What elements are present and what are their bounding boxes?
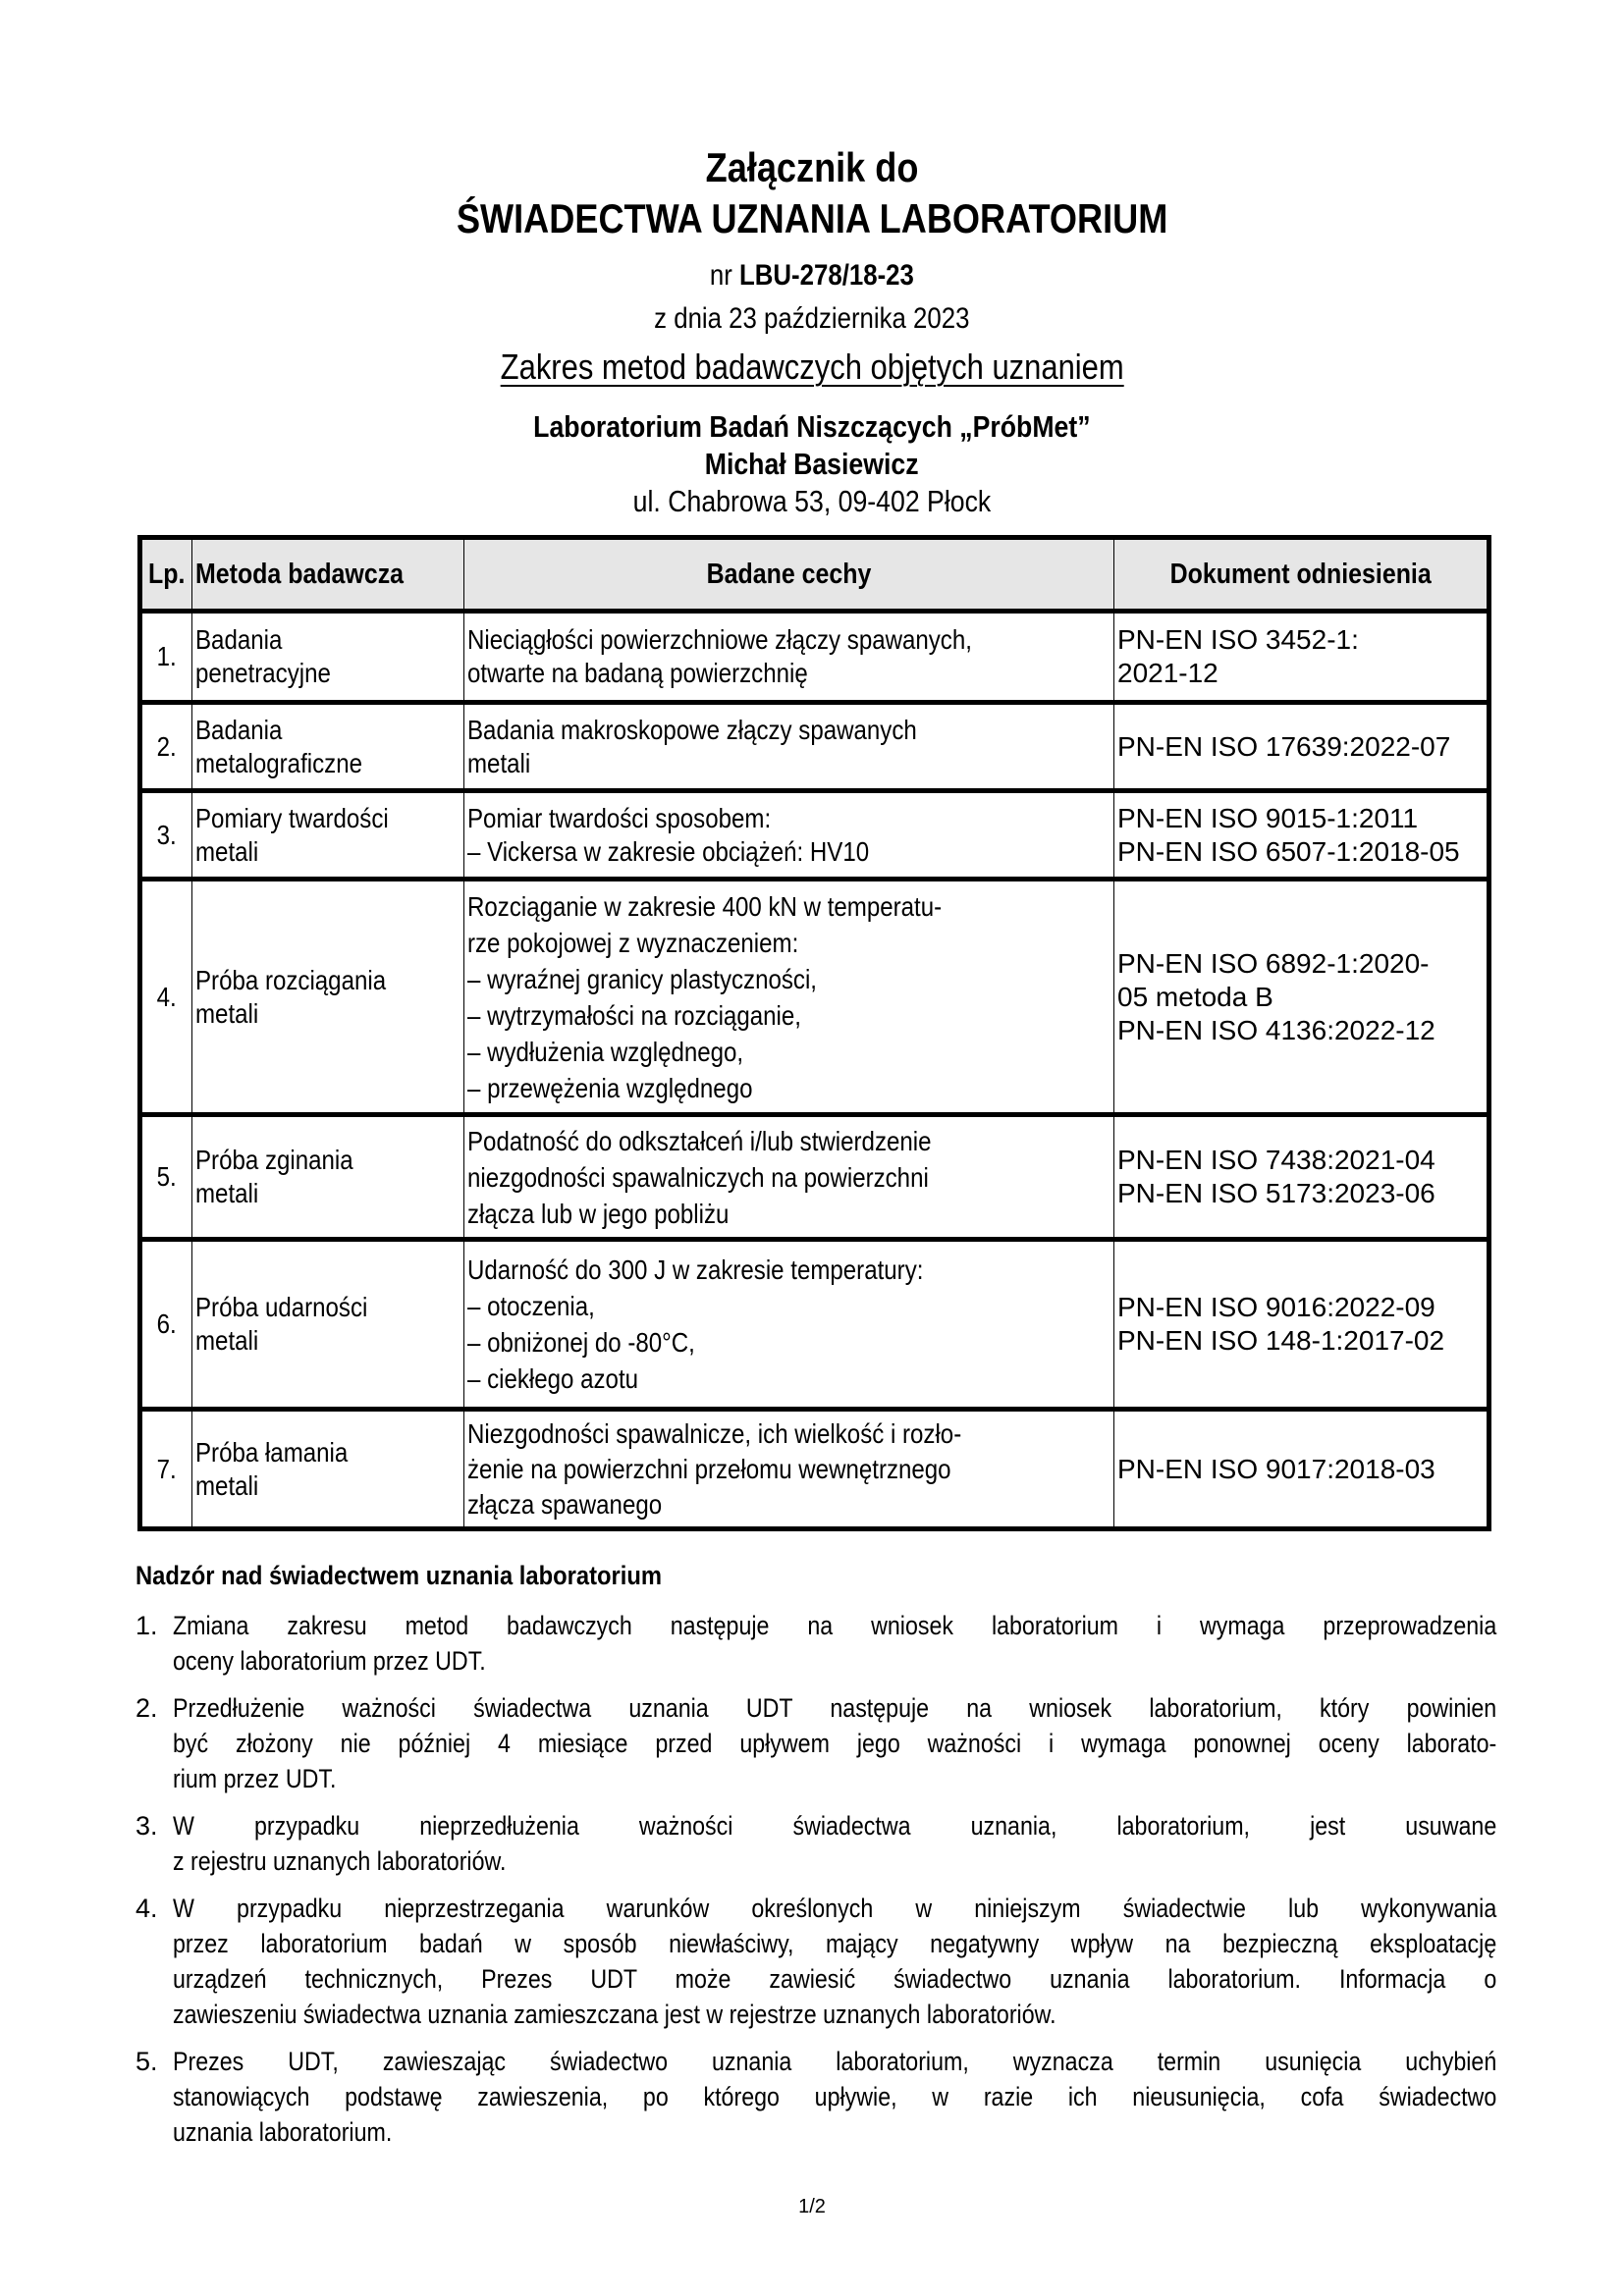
row-features: Rozciąganie w zakresie 400 kN w temperatu- rze pokojowej z wyznaczeniem: – wyraźnej granicy plastyczności, – wytrzymałości na rozciąganie, – wydłużenia względnego, – przewężenia względnego (464, 880, 1114, 1115)
row-references: PN-EN ISO 7438:2021-04 PN-EN ISO 5173:2023-06 (1114, 1115, 1489, 1240)
row-number: 1. (140, 612, 192, 703)
page-number: 1/2 (798, 2196, 826, 2217)
item-number: 1. (135, 1611, 158, 1640)
scope-title: Zakres metod badawczych objętych uznaniem (500, 347, 1124, 387)
column-header-features: Badane cechy (464, 538, 1114, 612)
supervision-heading: Nadzór nad świadectwem uznania laboratorium (135, 1561, 663, 1590)
row-references: PN-EN ISO 9016:2022-09 PN-EN ISO 148-1:2017-02 (1114, 1240, 1489, 1410)
row-method: Badania metalograficzne (192, 703, 464, 791)
table-row (140, 880, 1489, 1115)
title-line-1: Załącznik do (705, 144, 919, 190)
supervision-list (135, 1608, 1496, 2162)
row-number: 6. (140, 1240, 192, 1410)
row-number: 2. (140, 703, 192, 791)
item-number: 4. (135, 1894, 158, 1923)
row-number: 4. (140, 880, 192, 1115)
table-header-row (140, 538, 1489, 612)
certificate-number: nr LBU-278/18-23 (710, 259, 914, 292)
lab-name: Laboratorium Badań Niszczących „PróbMet” (533, 409, 1091, 444)
row-number: 7. (140, 1410, 192, 1529)
column-header-reference: Dokument odniesienia (1114, 538, 1489, 612)
row-number: 5. (140, 1115, 192, 1240)
item-number: 5. (135, 2047, 158, 2076)
lab-address: ul. Chabrowa 53, 09-402 Płock (632, 484, 992, 518)
column-header-lp: Lp. (140, 538, 192, 612)
table-row (140, 703, 1489, 791)
row-features: Badania makroskopowe złączy spawanych metali (464, 703, 1114, 791)
row-features: Podatność do odkształceń i/lub stwierdzenie niezgodności spawalniczych na powierzchni złącza lub w jego pobliżu (464, 1115, 1114, 1240)
supervision-item: 2. Przedłużenie ważności świadectwa uznania UDT następuje na wniosek laboratorium, który powinien być złożony nie później 4 miesiące przed upływem jego ważności i wymaga ponownej oceny laborato- rium przez UDT. (135, 1690, 1496, 1796)
row-references: PN-EN ISO 6892-1:2020- 05 metoda B PN-EN ISO 4136:2022-12 (1114, 880, 1489, 1115)
row-number: 3. (140, 791, 192, 880)
supervision-item: 4. W przypadku nieprzestrzegania warunków określonych w niniejszym świadectwie lub wykonywania przez laboratorium badań w sposób niewłaściwy, mający negatywny wpływ na bezpieczną eksploatację urządzeń technicznych, Prezes UDT może zawiesić świadectwo uznania laboratorium. Informacja o zawieszeniu świadectwa uznania zamieszczana jest w rejestrze uznanych laboratoriów. (135, 1891, 1496, 2032)
item-number: 3. (135, 1811, 158, 1841)
supervision-item: 3. W przypadku nieprzedłużenia ważności świadectwa uznania, laboratorium, jest usuwane z rejestru uznanych laboratoriów. (135, 1808, 1496, 1879)
supervision-item: 5. Prezes UDT, zawieszając świadectwo uznania laboratorium, wyznacza termin usunięcia uchybień stanowiących podstawę zawieszenia, po którego upływie, w razie ich nieusunięcia, cofa świadectwo uznania laboratorium. (135, 2044, 1496, 2150)
scope-table (137, 535, 1491, 1531)
row-references: PN-EN ISO 17639:2022-07 (1114, 703, 1489, 791)
supervision-item: 1. Zmiana zakresu metod badawczych następuje na wniosek laboratorium i wymaga przeprowadzenia oceny laboratorium przez UDT. (135, 1608, 1496, 1679)
row-method: Próba rozciągania metali (192, 880, 464, 1115)
row-references: PN-EN ISO 3452-1: 2021-12 (1114, 612, 1489, 703)
lab-owner: Michał Basiewicz (705, 447, 919, 481)
row-features: Nieciągłości powierzchniowe złączy spawanych, otwarte na badaną powierzchnię (464, 612, 1114, 703)
table-row (140, 1410, 1489, 1529)
row-method: Próba zginania metali (192, 1115, 464, 1240)
row-features: Udarność do 300 J w zakresie temperatury: – otoczenia, – obniżonej do -80°C, – ciekłego azotu (464, 1240, 1114, 1410)
row-method: Pomiary twardości metali (192, 791, 464, 880)
row-references: PN-EN ISO 9017:2018-03 (1114, 1410, 1489, 1529)
row-method: Próba łamania metali (192, 1410, 464, 1529)
row-features: Pomiar twardości sposobem: – Vickersa w zakresie obciążeń: HV10 (464, 791, 1114, 880)
certificate-number-value: LBU-278/18-23 (739, 259, 914, 292)
title-line-2: ŚWIADECTWA UZNANIA LABORATORIUM (456, 195, 1168, 241)
row-references: PN-EN ISO 9015-1:2011 PN-EN ISO 6507-1:2018-05 (1114, 791, 1489, 880)
table-row (140, 612, 1489, 703)
row-method: Próba udarności metali (192, 1240, 464, 1410)
table-row (140, 1240, 1489, 1410)
row-method: Badania penetracyjne (192, 612, 464, 703)
column-header-method: Metoda badawcza (192, 538, 464, 612)
table-row (140, 791, 1489, 880)
item-number: 2. (135, 1693, 158, 1723)
row-features: Niezgodności spawalnicze, ich wielkość i rozło- żenie na powierzchni przełomu wewnętrznego złącza spawanego (464, 1410, 1114, 1529)
table-row (140, 1115, 1489, 1240)
certificate-date: z dnia 23 października 2023 (654, 302, 970, 335)
